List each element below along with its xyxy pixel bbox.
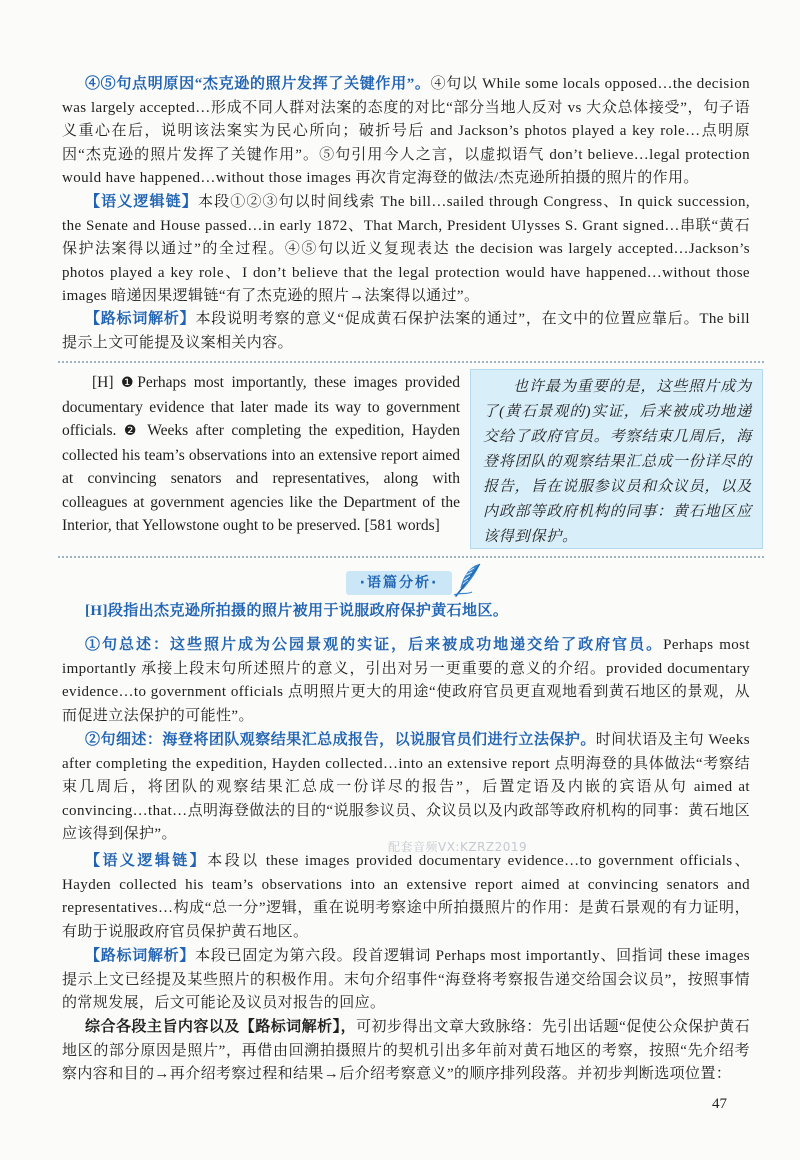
sentence-1-text: Perhaps most importantly 承接上段末句所述照片的意义，引出对另一更重要的意义的介绍。provided documentary evidence…to government officials 点明照片更大的用途“使政府官员更直观地看到黄石地区的景观，从而促进立法保护的可能性”。 (62, 637, 750, 724)
translation-text: 也许最为重要的是，这些照片成为了(黄石景观的)实证，后来被成功地递交给了政府官员。考察结束几周后，海登将团队的观察结果汇总成一份详尽的报告，旨在说服参议员和众议员，以及内政部等政府机构的同事：黄石地区应该得到保护。 (483, 379, 752, 545)
passage-sentence-1: Perhaps most importantly, these images provided documentary evidence that later made its way to government officials. (62, 374, 461, 439)
sentence-2-analysis (62, 729, 750, 847)
reason-lead: ④⑤句点明原因“杰克逊的照片发挥了关键作用”。 (85, 76, 431, 92)
signpost-paragraph (62, 308, 750, 355)
discourse-signpost-text: 本段已固定为第六段。段首逻辑词 Perhaps most importantly、回指词 these images 提示上文已经提及某些照片的积极作用。末句介绍事件“海登将考察报告递交给国会议员”，按照事情的常规发展，后文可能论及议员对报告的回应。 (62, 948, 750, 1011)
signpost-label: 【路标词解析】 (85, 311, 196, 327)
signpost-text: 本段说明考察的意义“促成黄石保护法案的通过”，在文中的位置应靠后。The bill 提示上文可能提及议案相关内容。 (62, 311, 750, 351)
logic-chain-paragraph (62, 191, 750, 309)
passage-sentence-2: Weeks after completing the expedition, Hayden collected his team’s observations into an extensive report aimed at convincing senators and representatives, along with colleagues at government agencies like the Department of the Interior, that Yellowstone ought to be preserved. (62, 422, 460, 534)
sentence-2-lead: ②句细述：海登将团队观察结果汇总成报告，以说服官员们进行立法保护。 (85, 732, 596, 748)
logic-chain-label: 【语义逻辑链】 (85, 194, 198, 210)
dotted-divider (58, 361, 764, 363)
discourse-summary (62, 600, 750, 624)
discourse-logic-chain-paragraph (62, 850, 750, 944)
sentence-1-lead: ①句总述：这些照片成为公园景观的实证，后来被成功地递交给了政府官员。 (85, 637, 664, 653)
translation-box (470, 369, 763, 549)
sentence-marker-1: ❶ (121, 375, 138, 391)
paragraph-label: [H] (92, 374, 114, 391)
discourse-logic-chain-label: 【语义逻辑链】 (85, 853, 208, 869)
dotted-divider (58, 556, 764, 558)
section-heading: ·语篇分析· (346, 571, 452, 595)
reason-paragraph (62, 73, 750, 191)
sentence-1-analysis (62, 634, 750, 728)
sentence-2-text: 时间状语及主句 Weeks after completing the expedition, Hayden collected…into an extensive report 点明海登的具体做法“考察结束几周后，将团队的观察结果汇总成一份详尽的报告”，后置定语及内嵌的宾语从句 aimed at convincing…that…点明海登做法的目的“说服参议员、众议员以及内政部等政府机构的同事：黄石地区应该得到保护”。 (62, 732, 750, 842)
discourse-signpost-paragraph (62, 945, 750, 1016)
discourse-signpost-label: 【路标词解析】 (85, 948, 196, 964)
discourse-logic-chain-text: 本段以 these images provided documentary evidence…to government officials、Hayden collected his team’s observations into an extensive report aimed at convincing senators and representatives…构成“总一分”逻辑，重在说明考察途中所拍摄照片的作用：是黄石景观的有力证明，有助于说服政府官员保护黄石地区。 (62, 853, 750, 940)
watermark: 配套音频VX:KZRZ2019 (388, 840, 528, 854)
reason-text: ④句以 While some locals opposed…the decision was largely accepted…形成不同人群对法案的态度的对比“部分当地人反对 vs 大众总体接受”，句子语义重心在后，说明该法案实为民心所向；破折号后 and Jackson’s photos played a key role…点明原因“杰克逊的照片发挥了关键作用”。⑤句引用今人之言，以虚拟语气 don’t believe…legal protection would have happened…without those images 再次肯定海登的做法/杰克逊所拍摄的照片的作用。 (62, 76, 750, 186)
conclusion-lead: 综合各段主旨内容以及【路标词解析】， (85, 1019, 357, 1035)
conclusion-paragraph (62, 1016, 750, 1087)
passage-paragraph-h (62, 371, 460, 538)
discourse-summary-text: [H]段指出杰克逊所拍摄的照片被用于说服政府保护黄石地区。 (85, 603, 509, 619)
conclusion-text: 可初步得出文章大致脉络：先引出话题“促使公众保护黄石地区的部分原因是照片”，再借由回溯拍摄照片的契机引出多年前对黄石地区的考察，按照“先介绍考察内容和目的→再介绍考察过程和结果→后介绍考察意义”的顺序排列段落。并初步判断选项位置： (62, 1019, 751, 1082)
page-number: 47 (712, 1096, 727, 1112)
logic-chain-text: 本段①②③句以时间线索 The bill…sailed through Congress、In quick succession, the Senate and House passed…in early 1872、That March, President Ulysses S. Grant signed…串联“黄石保护法案得以通过”的全过程。④⑤句以近义复现表达 the decision was largely accepted…Jackson’s photos played a key role、I don’t believe that the legal protection would have happened…without those images 暗递因果逻辑链“有了杰克逊的照片→法案得以通过”。 (62, 194, 750, 304)
sentence-marker-2: ❷ (123, 423, 140, 439)
word-count: [581 words] (364, 517, 440, 534)
quill-pen-icon (452, 562, 482, 598)
